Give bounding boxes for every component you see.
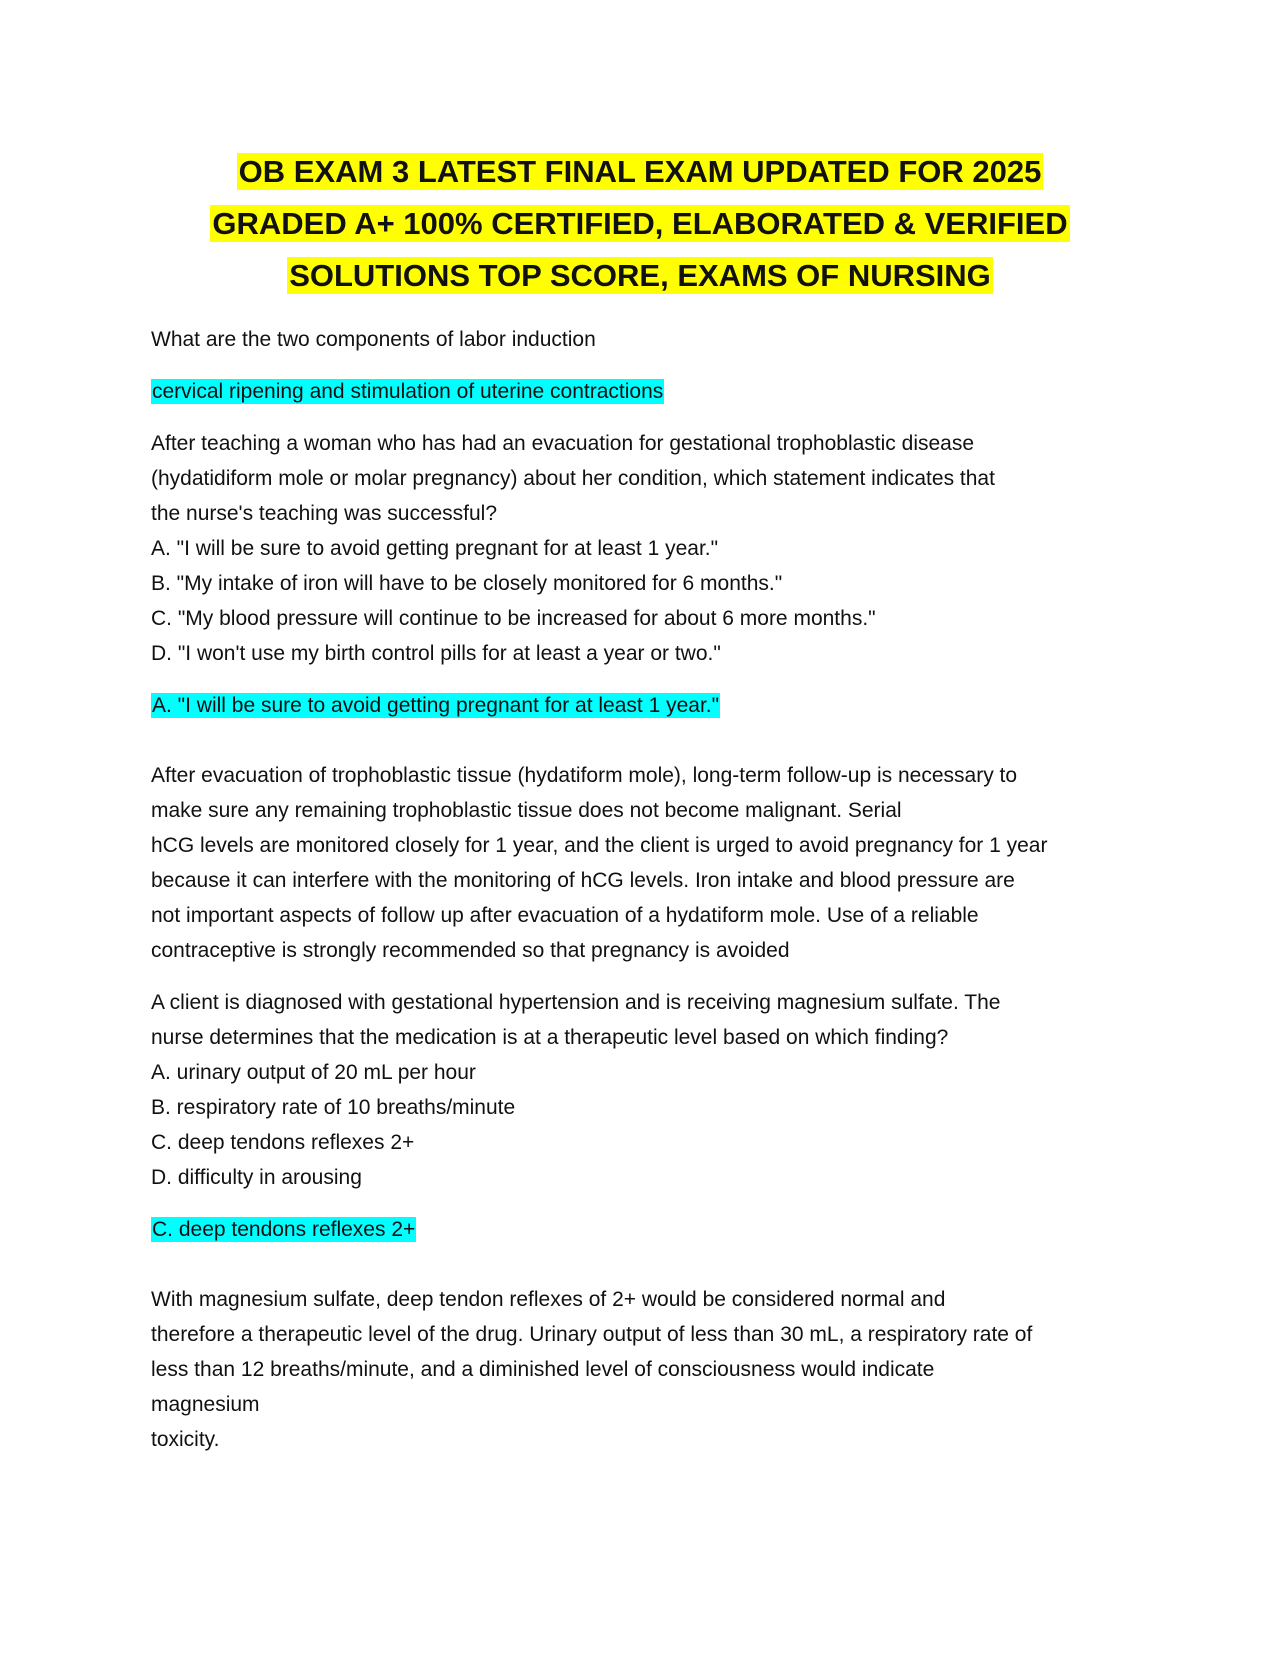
document-title [130,146,1150,302]
question-2-rationale-line-3: hCG levels are monitored closely for 1 year, and the client is urged to avoid pregnancy for 1 year [151,834,1048,857]
question-3-option-c: C. deep tendons reflexes 2+ [151,1131,415,1154]
answer-highlight: A. "I will be sure to avoid getting pregnant for at least 1 year." [152,694,720,717]
question-3-answer [151,1212,1141,1247]
question-3-rationale-line-2: therefore a therapeutic level of the drug. Urinary output of less than 30 mL, a respiratory rate of [151,1323,1033,1346]
question-1-answer [151,374,1141,409]
question-2-answer [151,688,1141,723]
title-line-1: OB EXAM 3 LATEST FINAL EXAM UPDATED FOR 2025 [238,154,1042,189]
question-2-rationale-line-2: make sure any remaining trophoblastic tissue does not become malignant. Serial [151,799,902,822]
question-2-option-d: D. "I won't use my birth control pills for at least a year or two." [151,642,721,665]
question-2-line-1: After teaching a woman who has had an evacuation for gestational trophoblastic disease [151,432,975,455]
question-3-line-2: nurse determines that the medication is at a therapeutic level based on which finding? [151,1026,949,1049]
question-3-option-d: D. difficulty in arousing [151,1166,362,1189]
question-3-option-a: A. urinary output of 20 mL per hour [151,1061,476,1084]
question-3-line-1: A client is diagnosed with gestational hypertension and is receiving magnesium sulfate. The [151,991,1001,1014]
question-3-option-b: B. respiratory rate of 10 breaths/minute [151,1096,516,1119]
question-2-rationale-line-4: because it can interfere with the monitoring of hCG levels. Iron intake and blood pressure are [151,869,1015,892]
question-2-line-2: (hydatidiform mole or molar pregnancy) about her condition, which statement indicates that [151,467,995,490]
question-2-rationale-line-5: not important aspects of follow up after evacuation of a hydatiform mole. Use of a reliable [151,904,979,927]
document-body [151,322,1141,1457]
answer-highlight: cervical ripening and stimulation of uterine contractions [152,380,664,403]
question-1-text: What are the two components of labor induction [151,328,596,351]
question-3-rationale-line-3: less than 12 breaths/minute, and a diminished level of consciousness would indicate [151,1358,935,1381]
question-2-option-c: C. "My blood pressure will continue to be increased for about 6 more months." [151,607,876,630]
title-line-3: SOLUTIONS TOP SCORE, EXAMS OF NURSING [289,258,991,293]
answer-highlight: C. deep tendons reflexes 2+ [152,1218,416,1241]
question-2-option-b: B. "My intake of iron will have to be closely monitored for 6 months." [151,572,783,595]
question-2-line-3: the nurse's teaching was successful? [151,502,498,525]
title-line-2: GRADED A+ 100% CERTIFIED, ELABORATED & VERIFIED [212,206,1068,241]
question-2-rationale-line-1: After evacuation of trophoblastic tissue (hydatiform mole), long-term follow-up is necessary to [151,764,1018,787]
question-2-rationale-line-6: contraceptive is strongly recommended so that pregnancy is avoided [151,939,790,962]
question-3-rationale-line-1: With magnesium sulfate, deep tendon reflexes of 2+ would be considered normal and [151,1288,946,1311]
question-2-option-a: A. "I will be sure to avoid getting pregnant for at least 1 year." [151,537,719,560]
question-3-rationale-line-5: toxicity. [151,1428,220,1451]
question-3-rationale-line-4: magnesium [151,1393,260,1416]
